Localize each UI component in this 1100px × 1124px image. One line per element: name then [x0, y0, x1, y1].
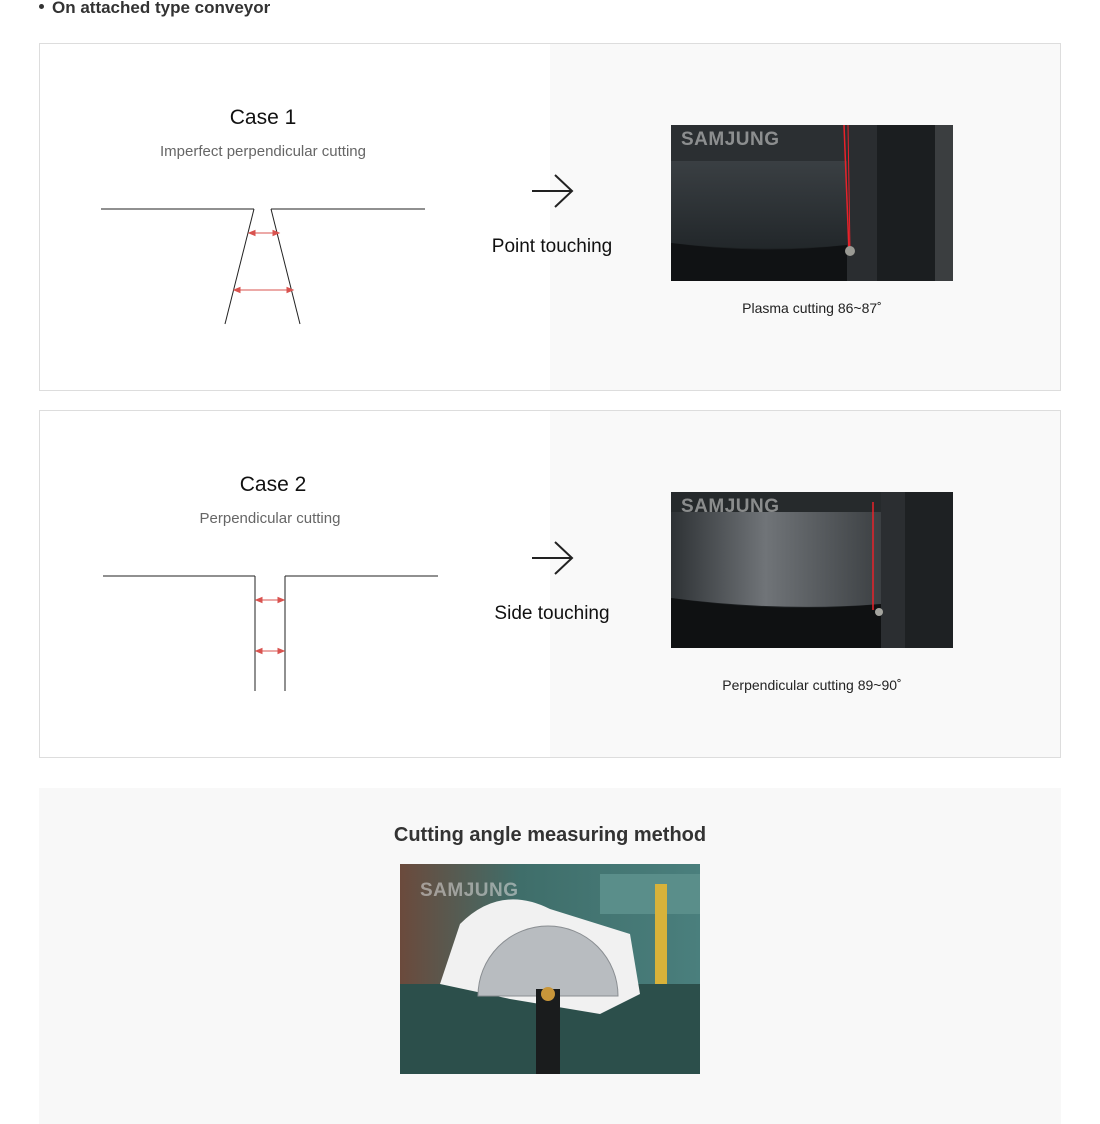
case-2-result-label: Side touching	[494, 603, 610, 624]
case-2-subtitle: Perpendicular cutting	[199, 510, 341, 527]
case-1-photo	[671, 125, 953, 281]
measure-arrow-upper	[256, 598, 284, 603]
section-heading-text: On attached type conveyor	[52, 0, 271, 17]
case-2-title: Case 2	[239, 473, 307, 496]
case-1-title: Case 1	[229, 106, 297, 129]
case-2-photo	[671, 492, 953, 648]
protractor-photo	[400, 864, 700, 1074]
case-2-cut-diagram	[102, 571, 440, 693]
section-heading	[39, 0, 270, 18]
case-2-panel	[39, 410, 1061, 758]
bullet-icon	[39, 4, 44, 9]
samjung-watermark: SAMJUNG	[681, 496, 780, 517]
measuring-method-title: Cutting angle measuring method	[393, 824, 707, 846]
samjung-watermark: SAMJUNG	[420, 880, 519, 901]
right-arrow-icon	[531, 173, 575, 209]
measure-arrow-upper	[249, 231, 279, 236]
case-1-cut-diagram	[100, 204, 430, 329]
right-arrow-icon	[531, 540, 575, 576]
samjung-watermark: SAMJUNG	[681, 129, 780, 150]
measuring-method-panel	[39, 788, 1061, 1124]
measure-arrow-lower	[234, 288, 293, 293]
case-1-caption: Plasma cutting 86~87˚	[742, 300, 882, 316]
measure-arrow-lower	[256, 649, 284, 654]
case-1-result-label: Point touching	[491, 236, 613, 257]
case-2-caption: Perpendicular cutting 89~90˚	[722, 677, 902, 693]
case-1-subtitle: Imperfect perpendicular cutting	[160, 143, 366, 160]
case-1-panel	[39, 43, 1061, 391]
